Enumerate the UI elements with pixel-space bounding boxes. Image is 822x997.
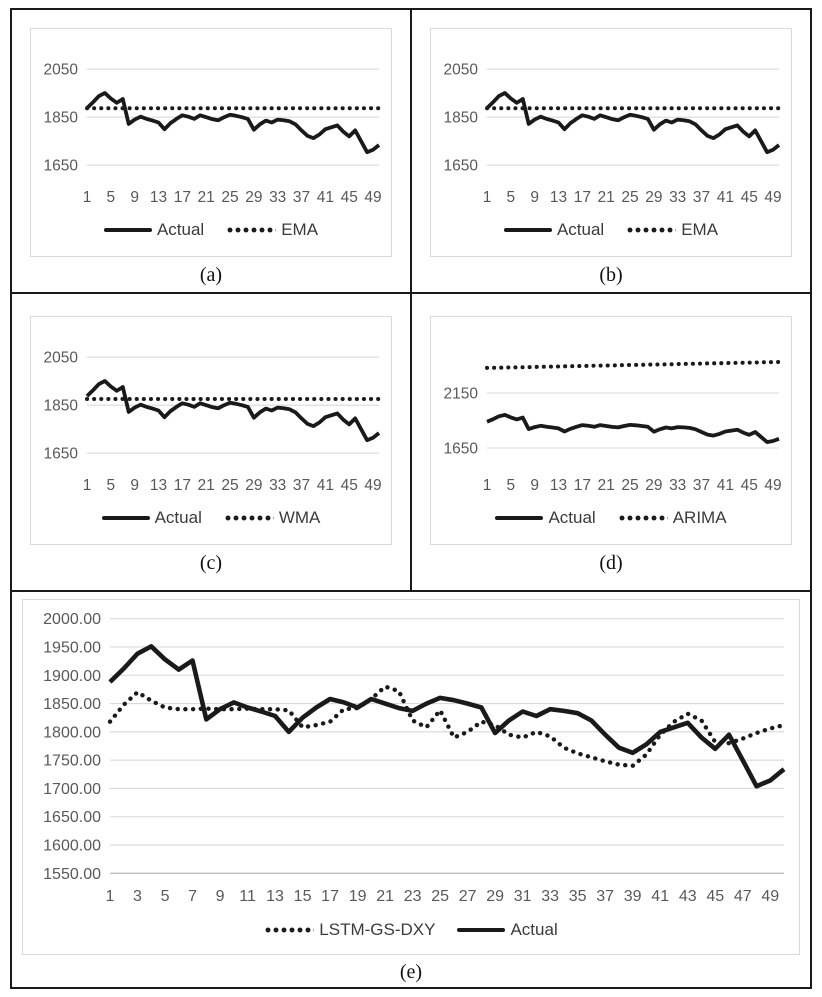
y-tick-label: 1850 (43, 397, 78, 415)
x-tick-label: 37 (292, 477, 311, 494)
legend-label: ARIMA (672, 508, 727, 527)
x-tick-label: 1 (482, 189, 492, 206)
x-tick-label: 45 (706, 888, 725, 905)
x-tick-label: 49 (761, 888, 780, 905)
panel-a (12, 10, 410, 292)
x-tick-label: 25 (431, 888, 450, 905)
x-tick-label: 11 (239, 888, 256, 905)
x-tick-label: 47 (733, 888, 752, 905)
x-tick-label: 23 (403, 888, 422, 905)
x-tick-label: 21 (376, 888, 395, 905)
x-tick-label: 5 (506, 477, 516, 494)
y-tick-label: 1850 (43, 109, 78, 127)
solid-line-marker-icon (504, 228, 552, 232)
y-tick-label: 2050 (43, 61, 78, 79)
legend-item-actual (102, 508, 202, 528)
legend-label: LSTM-GS-DXY (319, 920, 436, 939)
x-tick-label: 29 (486, 888, 505, 905)
x-tick-label: 41 (316, 189, 334, 206)
x-tick-label: 45 (740, 477, 758, 494)
x-tick-label: 3 (133, 888, 142, 905)
chart-d (430, 316, 792, 545)
x-tick-label: 17 (321, 888, 339, 905)
legend-item-wma (224, 508, 321, 528)
chart-d-plot (435, 322, 787, 498)
legend-label: EMA (281, 220, 319, 239)
y-tick-label: 1850.00 (43, 696, 101, 714)
series-actual-line (87, 93, 379, 152)
series-actual-line (487, 415, 779, 442)
x-tick-label: 29 (245, 477, 263, 494)
y-tick-label: 1650.00 (43, 809, 101, 827)
x-tick-label: 33 (269, 477, 287, 494)
y-tick-label: 1850 (443, 109, 478, 127)
chart-e-plot (28, 604, 794, 910)
dotted-line-marker-icon (264, 927, 314, 933)
x-tick-label: 45 (340, 477, 358, 494)
y-tick-label: 1700.00 (43, 780, 101, 798)
y-tick-label: 2050 (443, 61, 478, 79)
y-tick-label: 2050 (43, 349, 78, 367)
chart-b-plot (435, 34, 787, 210)
panel-e (12, 592, 810, 987)
y-tick-label: 1650 (43, 445, 78, 463)
x-tick-label: 43 (678, 888, 697, 905)
x-tick-label: 1 (482, 477, 492, 494)
x-tick-label: 21 (197, 189, 215, 206)
solid-line-marker-icon (102, 516, 150, 520)
panel-b (412, 10, 810, 292)
x-tick-label: 21 (597, 189, 615, 206)
x-tick-label: 49 (764, 189, 782, 206)
chart-a-legend (104, 210, 318, 250)
dotted-line-marker-icon (224, 515, 274, 521)
x-tick-label: 49 (364, 189, 382, 206)
x-tick-label: 33 (269, 189, 287, 206)
dotted-line-marker-icon (626, 227, 676, 233)
y-tick-label: 2000.00 (43, 611, 101, 629)
y-tick-label: 2150 (443, 385, 478, 403)
chart-e (22, 599, 800, 955)
x-tick-label: 49 (364, 477, 382, 494)
x-tick-label: 45 (340, 189, 358, 206)
solid-line-marker-icon (104, 228, 152, 232)
x-tick-label: 1 (82, 477, 92, 494)
x-tick-label: 41 (716, 189, 734, 206)
x-tick-label: 13 (149, 477, 168, 494)
caption-c: (c) (199, 552, 223, 574)
x-tick-label: 41 (651, 888, 670, 905)
caption-d: (d) (599, 552, 623, 574)
x-tick-label: 1 (82, 189, 92, 206)
x-tick-label: 29 (645, 477, 663, 494)
series-actual-line (87, 381, 379, 440)
x-tick-label: 9 (530, 189, 539, 206)
legend-item-ema (626, 220, 718, 240)
legend-item-actual (457, 920, 557, 940)
y-tick-label: 1600.00 (43, 837, 101, 855)
x-tick-label: 37 (692, 477, 711, 494)
x-tick-label: 33 (541, 888, 560, 905)
x-tick-label: 13 (549, 189, 568, 206)
x-tick-label: 5 (106, 189, 116, 206)
x-tick-label: 37 (596, 888, 615, 905)
x-tick-label: 29 (645, 189, 663, 206)
solid-line-marker-icon (495, 516, 543, 520)
legend-item-actual (495, 508, 595, 528)
x-tick-label: 31 (513, 888, 532, 905)
x-tick-label: 33 (669, 189, 687, 206)
x-tick-label: 27 (458, 888, 477, 905)
series-arima-line (487, 362, 779, 368)
solid-line-marker-icon (457, 928, 505, 932)
x-tick-label: 37 (292, 189, 311, 206)
caption-e: (e) (399, 961, 423, 983)
series-actual-line (487, 93, 779, 152)
chart-a (30, 28, 392, 257)
x-tick-label: 9 (130, 477, 139, 494)
legend-label: Actual (548, 508, 596, 527)
x-tick-label: 5 (160, 888, 170, 905)
legend-item-actual (504, 220, 604, 240)
caption-a: (a) (199, 264, 223, 286)
panel-c (12, 294, 410, 590)
x-tick-label: 25 (621, 477, 639, 494)
y-tick-label: 1750.00 (43, 752, 101, 770)
x-tick-label: 25 (621, 189, 639, 206)
x-tick-label: 13 (266, 888, 284, 905)
legend-label: Actual (556, 220, 605, 239)
chart-e-legend (264, 910, 557, 950)
chart-a-plot (35, 34, 387, 210)
x-tick-label: 5 (106, 477, 116, 494)
x-tick-label: 25 (221, 477, 239, 494)
x-tick-label: 9 (130, 189, 139, 206)
x-tick-label: 17 (573, 189, 591, 206)
legend-label: WMA (278, 508, 321, 527)
chart-c-legend (102, 498, 321, 538)
legend-label: EMA (681, 220, 719, 239)
y-tick-label: 1550.00 (43, 865, 101, 883)
y-tick-label: 1900.00 (43, 667, 101, 685)
chart-b (430, 28, 792, 257)
x-tick-label: 9 (215, 888, 225, 905)
x-tick-label: 37 (692, 189, 711, 206)
dotted-line-marker-icon (226, 227, 276, 233)
x-tick-label: 13 (549, 477, 568, 494)
chart-b-legend (504, 210, 718, 250)
y-tick-label: 1800.00 (43, 724, 101, 742)
x-tick-label: 19 (348, 888, 367, 905)
y-tick-label: 1950.00 (43, 639, 101, 657)
legend-item-lstm-gs-dxy (264, 920, 435, 940)
x-tick-label: 17 (173, 189, 191, 206)
x-tick-label: 21 (597, 477, 615, 494)
x-tick-label: 5 (506, 189, 516, 206)
x-tick-label: 15 (293, 888, 312, 905)
x-tick-label: 39 (623, 888, 642, 905)
x-tick-label: 17 (173, 477, 191, 494)
legend-label: Actual (156, 220, 205, 239)
x-tick-label: 7 (188, 888, 197, 905)
x-tick-label: 41 (316, 477, 334, 494)
five-panel-figure (10, 8, 812, 989)
legend-item-actual (104, 220, 204, 240)
y-tick-label: 1650 (443, 440, 478, 458)
chart-d-legend (495, 498, 726, 538)
dotted-line-marker-icon (618, 515, 668, 521)
x-tick-label: 1 (105, 888, 115, 905)
x-tick-label: 33 (669, 477, 687, 494)
x-tick-label: 9 (530, 477, 539, 494)
x-tick-label: 21 (197, 477, 215, 494)
legend-label: Actual (154, 508, 202, 527)
y-tick-label: 1650 (443, 157, 478, 175)
chart-c-plot (35, 322, 387, 498)
legend-label: Actual (510, 920, 558, 939)
x-tick-label: 45 (740, 189, 758, 206)
legend-item-ema (226, 220, 318, 240)
chart-c (30, 316, 392, 545)
x-tick-label: 17 (573, 477, 591, 494)
caption-b: (b) (599, 264, 623, 286)
panel-d (412, 294, 810, 590)
x-tick-label: 25 (221, 189, 239, 206)
x-tick-label: 41 (716, 477, 734, 494)
x-tick-label: 49 (764, 477, 782, 494)
x-tick-label: 13 (149, 189, 168, 206)
legend-item-arima (618, 508, 727, 528)
y-tick-label: 1650 (43, 157, 78, 175)
x-tick-label: 35 (568, 888, 587, 905)
x-tick-label: 29 (245, 189, 263, 206)
